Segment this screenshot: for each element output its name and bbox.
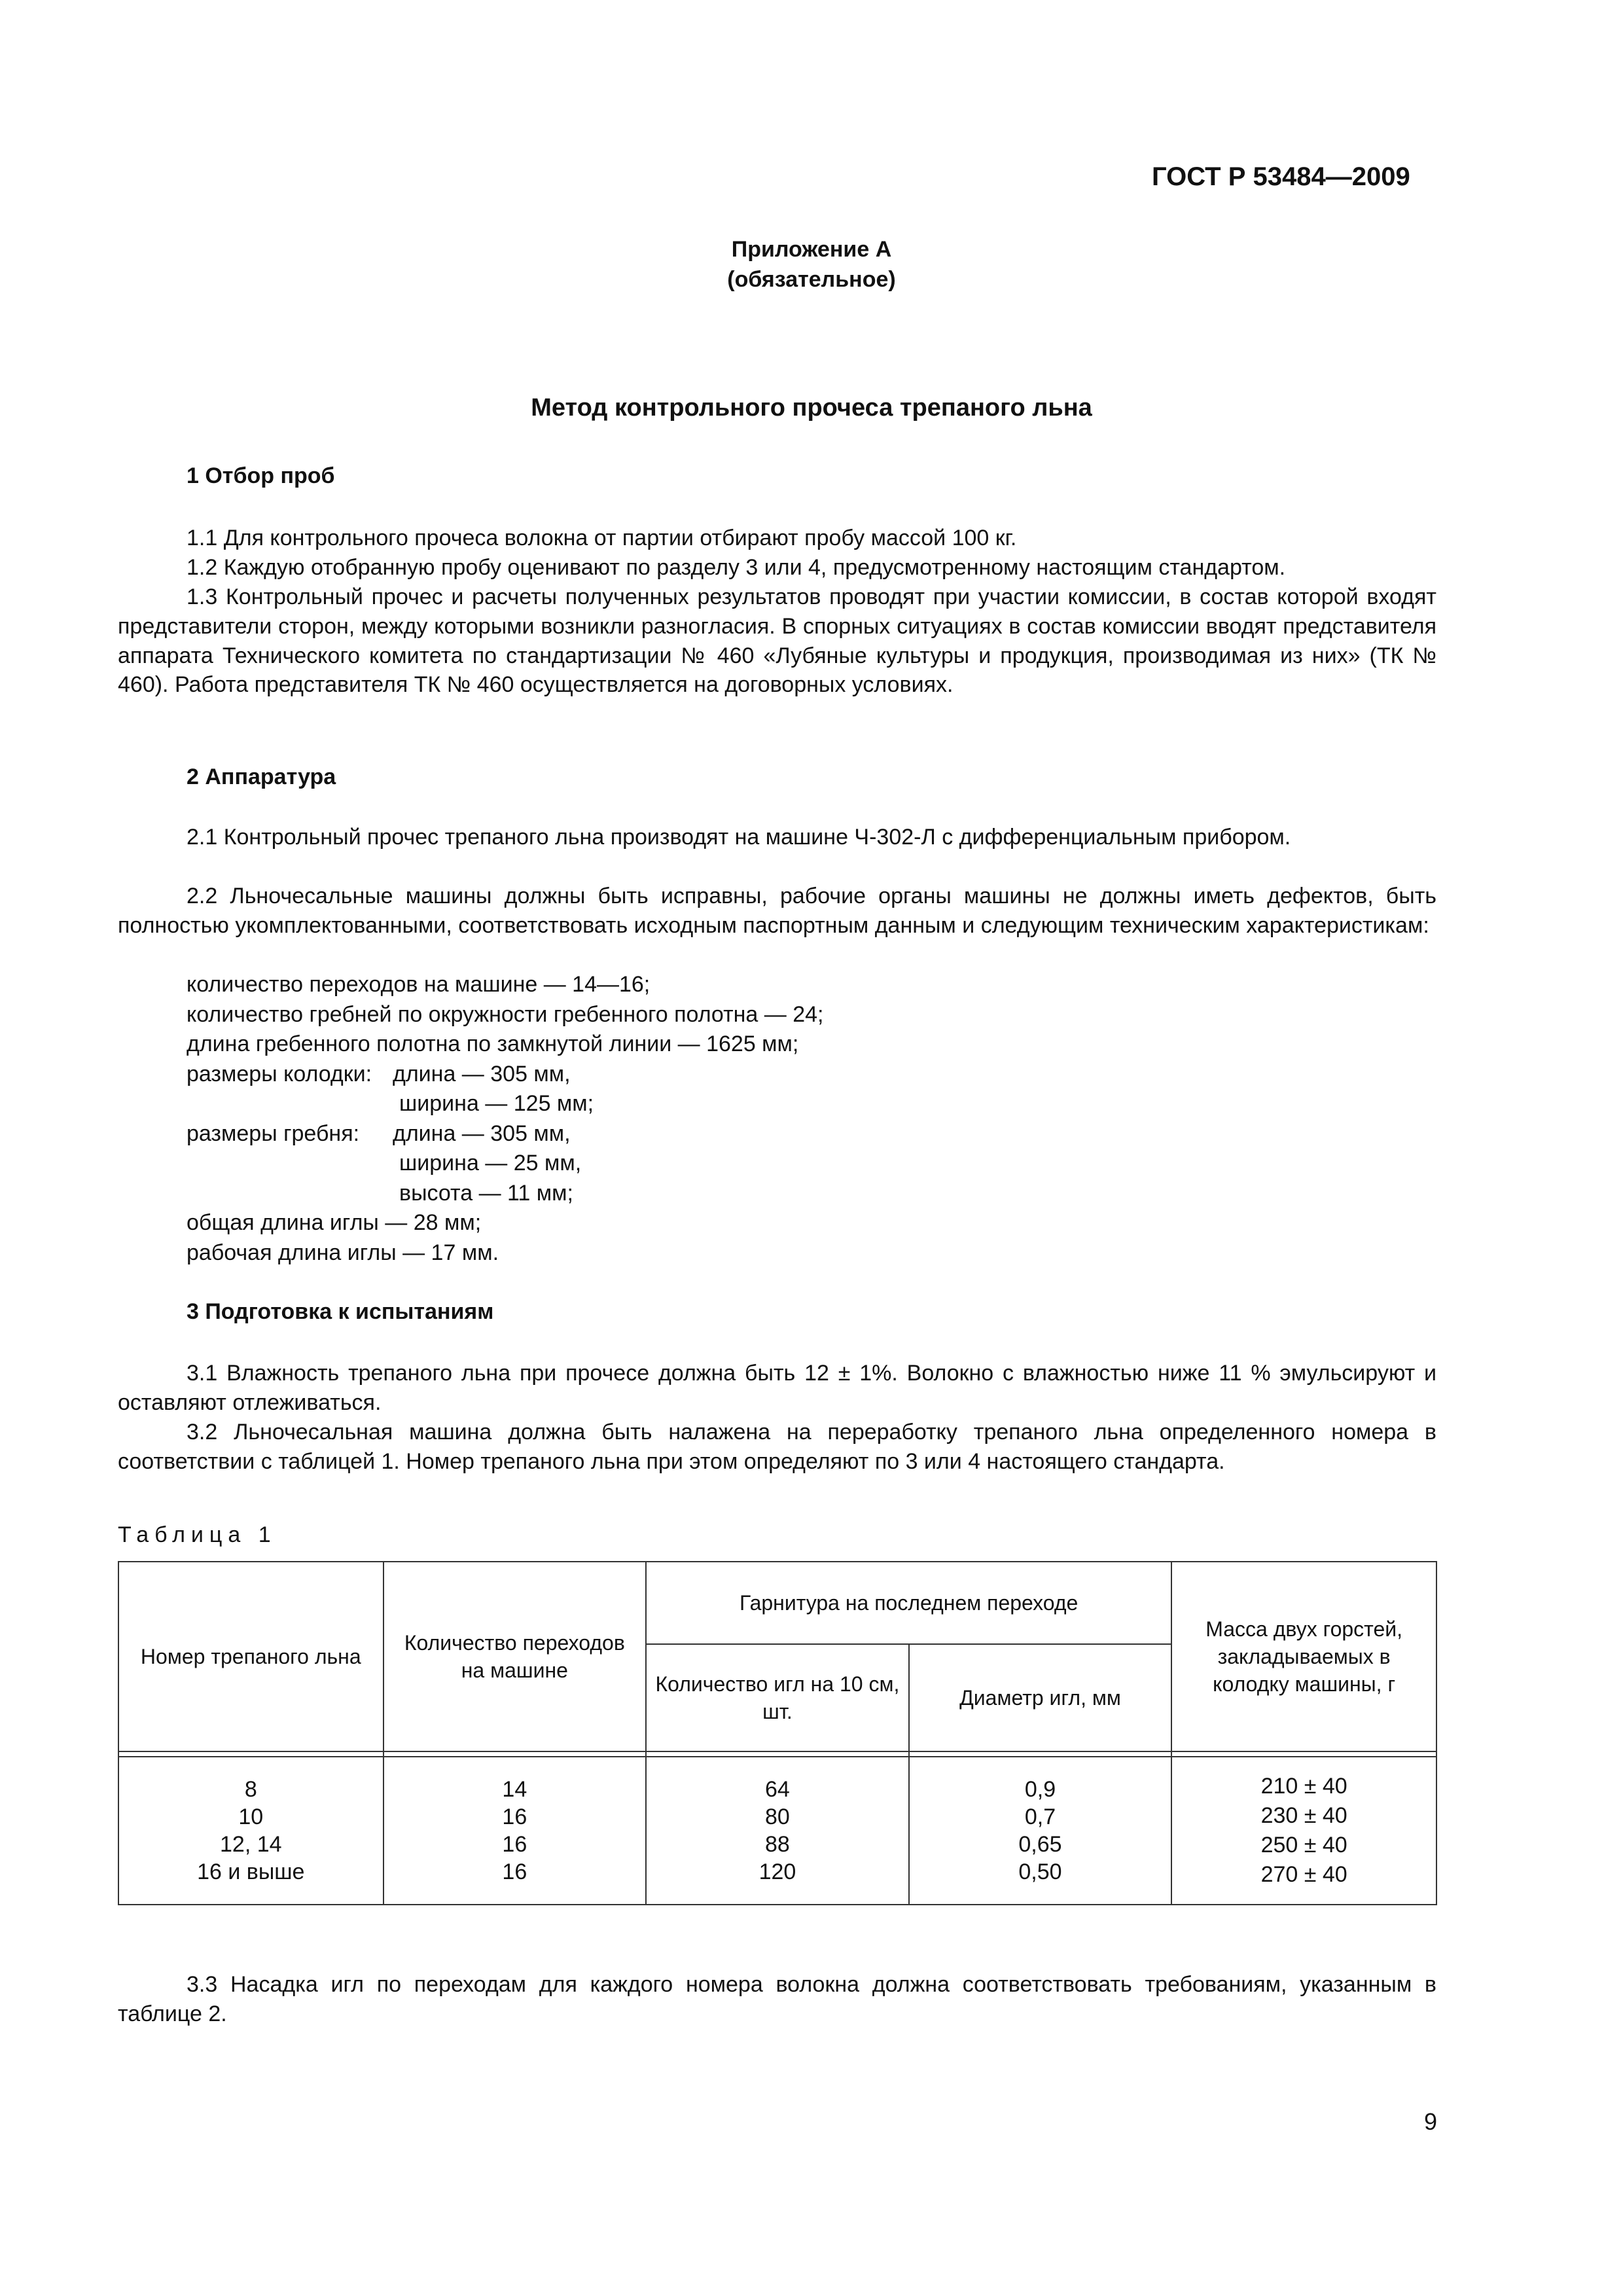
document-code: ГОСТ Р 53484—2009 bbox=[1152, 162, 1410, 191]
paragraph-3-3: 3.3 Насадка игл по переходам для каждого номера волокна должна соответствовать требованиям, указанным в таблице 2. bbox=[118, 1972, 1436, 2026]
block-width: ширина — 125 мм; bbox=[399, 1091, 594, 1116]
paragraph-1-2: 1.2 Каждую отобранную пробу оценивают по разделу 3 или 4, предусмотренному настоящим стандартом. bbox=[187, 555, 1286, 580]
cell-value: 270 ± 40 bbox=[1260, 1862, 1347, 1887]
cell-value: 0,9 bbox=[1024, 1777, 1056, 1802]
spec-line bbox=[187, 1179, 824, 1209]
spec-line: общая длина иглы — 28 мм; bbox=[187, 1210, 482, 1235]
section-3-heading: 3 Подготовка к испытаниям bbox=[187, 1299, 494, 1324]
spec-line bbox=[187, 1149, 824, 1179]
spec-line bbox=[187, 1089, 824, 1119]
cell-value: 0,65 bbox=[1018, 1832, 1062, 1857]
cell-value: 8 bbox=[244, 1777, 257, 1802]
cell-value: 64 bbox=[765, 1777, 790, 1802]
cell-diameter bbox=[909, 1757, 1172, 1905]
section-1-heading: 1 Отбор проб bbox=[187, 463, 335, 488]
header-diameter: Диаметр игл, мм bbox=[909, 1644, 1172, 1751]
paragraph-2-1: 2.1 Контрольный прочес трепаного льна производят на машине Ч-302-Л с дифференциальным прибором. bbox=[187, 825, 1291, 850]
cell-value: 80 bbox=[765, 1804, 790, 1829]
paragraph-1-1: 1.1 Для контрольного прочеса волокна от партии отбирают пробу массой 100 кг. bbox=[187, 526, 1017, 550]
cell-value: 12, 14 bbox=[220, 1832, 282, 1857]
cell-value: 0,7 bbox=[1024, 1804, 1056, 1829]
cell-value: 16 bbox=[502, 1804, 527, 1829]
spec-line bbox=[187, 1119, 824, 1149]
block-length: длина — 305 мм, bbox=[393, 1061, 571, 1086]
cell-value: 14 bbox=[502, 1777, 527, 1802]
table-1 bbox=[118, 1561, 1437, 1905]
appendix-title: Приложение А bbox=[731, 237, 892, 262]
cell-value: 16 и выше bbox=[197, 1859, 305, 1884]
spec-line: длина гребенного полотна по замкнутой линии — 1625 мм; bbox=[187, 1031, 799, 1056]
cell-transitions bbox=[383, 1757, 647, 1905]
comb-height: высота — 11 мм; bbox=[399, 1180, 573, 1206]
section-2-heading: 2 Аппаратура bbox=[187, 764, 336, 789]
header-number: Номер трепаного льна bbox=[118, 1562, 383, 1751]
block-size-label: размеры колодки: bbox=[187, 1061, 372, 1086]
header-mass: Масса двух горстей, закладываемых в колодку машины, г bbox=[1171, 1562, 1436, 1751]
page-title: Метод контрольного прочеса трепаного льна bbox=[531, 394, 1092, 422]
cell-needles bbox=[646, 1757, 909, 1905]
comb-length: длина — 305 мм, bbox=[393, 1121, 571, 1146]
cell-value: 88 bbox=[765, 1832, 790, 1857]
cell-value: 210 ± 40 bbox=[1260, 1774, 1347, 1799]
paragraph-2-2: 2.2 Льночесальные машины должны быть исправны, рабочие органы машины не должны иметь дефектов, быть полностью укомплектованными, соответствовать исходным паспортным данным и следующим техническим характеристикам: bbox=[118, 884, 1436, 938]
cell-value: 10 bbox=[238, 1804, 264, 1829]
technical-specs bbox=[187, 970, 824, 1268]
paragraph-3-1: 3.1 Влажность трепаного льна при прочесе должна быть 12 ± 1%. Волокно с влажностью ниже 11 % эмульсируют и оставляют отлеживаться. bbox=[118, 1361, 1436, 1415]
header-transitions: Количество переходов на машине bbox=[383, 1562, 647, 1751]
cell-mass bbox=[1171, 1757, 1436, 1905]
appendix-status: (обязательное) bbox=[727, 267, 896, 292]
paragraph-1-3: 1.3 Контрольный прочес и расчеты полученных результатов проводят при участии комиссии, в состав которой входят представители сторон, между которыми возникли разногласия. В спорных ситуациях в состав комиссии вводят представителя аппарата Технического комитета по стандартизации № 460 «Лубяные культуры и продукция, производимая из них» (ТК № 460). Работа представителя ТК № 460 осуществляется на договорных условиях. bbox=[118, 584, 1436, 698]
cell-value: 120 bbox=[758, 1859, 796, 1884]
cell-number bbox=[118, 1757, 383, 1905]
cell-value: 230 ± 40 bbox=[1260, 1803, 1347, 1828]
spec-line: количество переходов на машине — 14—16; bbox=[187, 972, 651, 997]
cell-value: 0,50 bbox=[1018, 1859, 1062, 1884]
cell-value: 250 ± 40 bbox=[1260, 1833, 1347, 1857]
cell-value: 16 bbox=[502, 1859, 527, 1884]
page-number: 9 bbox=[1424, 2108, 1438, 2135]
cell-value: 16 bbox=[502, 1832, 527, 1857]
comb-size-label: размеры гребня: bbox=[187, 1121, 360, 1146]
header-needles: Количество игл на 10 см, шт. bbox=[646, 1644, 909, 1751]
paragraph-3-2: 3.2 Льночесальная машина должна быть налажена на переработку трепаного льна определенного номера в соответствии с таблицей 1. Номер трепаного льна при этом определяют по 3 или 4 настоящего стандарта. bbox=[118, 1420, 1436, 1474]
table-1-caption: Таблица 1 bbox=[118, 1522, 277, 1547]
spec-line: рабочая длина иглы — 17 мм. bbox=[187, 1240, 499, 1265]
spec-line: количество гребней по окружности гребенного полотна — 24; bbox=[187, 1001, 824, 1027]
comb-width: ширина — 25 мм, bbox=[399, 1151, 582, 1175]
spec-line bbox=[187, 1060, 824, 1090]
header-group: Гарнитура на последнем переходе bbox=[646, 1562, 1171, 1644]
